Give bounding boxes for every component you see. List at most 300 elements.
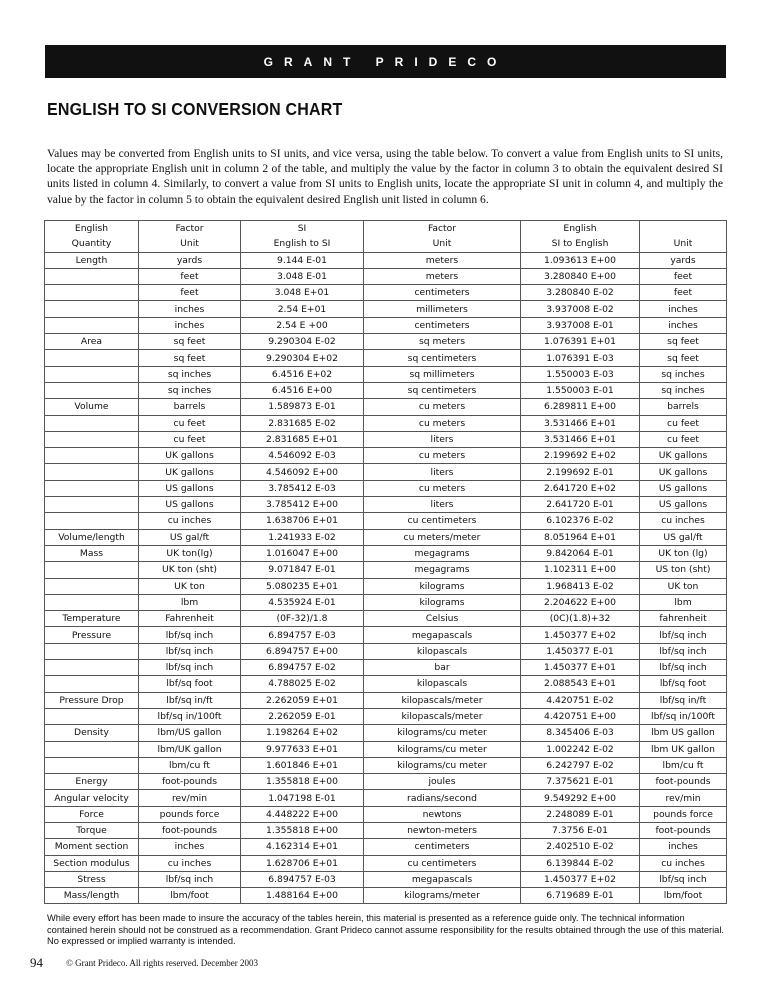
table-cell: Temperature [45,611,139,627]
table-cell: 2.641720 E-01 [521,497,640,513]
table-cell: 1.601846 E+01 [241,757,364,773]
table-cell: lbf/sq in/100ft [139,708,241,724]
table-cell: (0F-32)/1.8 [241,611,364,627]
table-cell: 9.842064 E-01 [521,545,640,561]
table-cell: foot-pounds [640,774,727,790]
table-cell: 2.831685 E+01 [241,431,364,447]
table-cell: 1.450377 E+02 [521,871,640,887]
table-row [45,806,727,822]
table-cell: UK gallons [139,448,241,464]
table-row [45,317,727,333]
table-cell: foot-pounds [640,822,727,838]
table-row [45,643,727,659]
table-cell: 2.54 E+01 [241,301,364,317]
table-cell: lbm/US gallon [139,725,241,741]
table-cell: lbf/sq inch [640,643,727,659]
table-row [45,301,727,317]
table-cell: 6.894757 E+00 [241,643,364,659]
table-cell: liters [364,431,521,447]
table-cell: Volume/length [45,529,139,545]
column-header: Factor [364,221,521,237]
table-cell: sq inches [139,382,241,398]
table-row [45,350,727,366]
table-cell [45,317,139,333]
page-number: 94 [30,955,43,970]
table-cell: kilograms/meter [364,888,521,904]
table-cell: 7.3756 E-01 [521,822,640,838]
table-row [45,855,727,871]
table-row [45,513,727,529]
table-cell: cu centimeters [364,513,521,529]
table-cell: pounds force [139,806,241,822]
table-row [45,366,727,382]
table-cell: centimeters [364,839,521,855]
table-cell: Celsius [364,611,521,627]
table-cell: fahrenheit [640,611,727,627]
table-row [45,562,727,578]
table-cell: lbf/sq foot [640,676,727,692]
copyright-notice: © Grant Prideco. All rights reserved. December 2003 [66,958,259,968]
table-cell: lbm/foot [640,888,727,904]
table-cell: sq feet [139,350,241,366]
table-cell: kilopascals [364,643,521,659]
table-cell [45,431,139,447]
table-cell: 1.047198 E-01 [241,790,364,806]
table-cell: US gallons [139,497,241,513]
table-cell: UK gallons [139,464,241,480]
column-header: Factor [139,221,241,237]
table-cell: feet [139,285,241,301]
table-cell: lbf/sq inch [640,660,727,676]
table-cell: cu inches [640,513,727,529]
table-row [45,741,727,757]
table-cell [45,643,139,659]
table-cell: 2.54 E +00 [241,317,364,333]
table-cell: 2.831685 E-02 [241,415,364,431]
table-cell: kilograms [364,594,521,610]
table-cell: kilograms [364,578,521,594]
table-cell: 4.162314 E+01 [241,839,364,855]
column-header: SI to English [521,236,640,252]
table-cell: (0C)(1.8)+32 [521,611,640,627]
table-cell: US gallons [640,497,727,513]
table-row [45,529,727,545]
table-row [45,627,727,643]
table-cell: Fahrenheit [139,611,241,627]
table-cell: sq centimeters [364,382,521,398]
table-cell: foot-pounds [139,822,241,838]
table-cell: 1.241933 E-02 [241,529,364,545]
table-cell: inches [139,301,241,317]
table-row [45,415,727,431]
table-cell [45,464,139,480]
table-cell: 9.290304 E-02 [241,334,364,350]
column-header: Unit [640,236,727,252]
table-cell [45,366,139,382]
table-cell: lbm US gallon [640,725,727,741]
table-cell: kilograms/cu meter [364,741,521,757]
table-cell: 6.894757 E-03 [241,627,364,643]
table-cell: lbm/cu ft [640,757,727,773]
table-cell: sq feet [640,334,727,350]
column-header: SI [241,221,364,237]
table-cell: joules [364,774,521,790]
table-cell: 2.199692 E+02 [521,448,640,464]
table-cell [45,382,139,398]
table-cell: 6.139844 E-02 [521,855,640,871]
table-cell: sq inches [139,366,241,382]
table-cell [45,350,139,366]
table-cell: 4.546092 E-03 [241,448,364,464]
page-title: ENGLISH TO SI CONVERSION CHART [47,101,343,120]
table-cell: 1.076391 E-03 [521,350,640,366]
table-cell: 1.450377 E-01 [521,643,640,659]
column-header: English to SI [241,236,364,252]
table-cell: cu inches [640,855,727,871]
table-cell: liters [364,497,521,513]
table-cell: newton-meters [364,822,521,838]
table-cell: sq feet [640,350,727,366]
table-cell: 1.076391 E+01 [521,334,640,350]
column-header: Unit [364,236,521,252]
table-cell: 3.280840 E-02 [521,285,640,301]
column-header: Unit [139,236,241,252]
table-row [45,252,727,268]
table-cell: sq millimeters [364,366,521,382]
table-row [45,594,727,610]
column-header: English [45,221,139,237]
table-cell: cu meters [364,399,521,415]
table-cell: meters [364,268,521,284]
table-cell: newtons [364,806,521,822]
table-cell: Density [45,725,139,741]
table-cell: yards [139,252,241,268]
table-cell: 3.048 E-01 [241,268,364,284]
table-cell: sq inches [640,366,727,382]
table-cell [45,301,139,317]
table-cell: 4.448222 E+00 [241,806,364,822]
table-cell: lbm [640,594,727,610]
column-header: Quantity [45,236,139,252]
table-cell [45,660,139,676]
table-row [45,399,727,415]
table-cell: sq meters [364,334,521,350]
table-cell: Moment section [45,839,139,855]
table-cell: 1.968413 E-02 [521,578,640,594]
table-cell: 6.102376 E-02 [521,513,640,529]
table-cell: 3.048 E+01 [241,285,364,301]
table-row [45,790,727,806]
table-cell: 3.785412 E-03 [241,480,364,496]
table-cell: 9.549292 E+00 [521,790,640,806]
table-row [45,431,727,447]
table-cell: 1.016047 E+00 [241,545,364,561]
table-cell: 4.420751 E+00 [521,708,640,724]
table-cell: 1.093613 E+00 [521,252,640,268]
table-row [45,888,727,904]
table-cell: Energy [45,774,139,790]
table-cell: US ton (sht) [640,562,727,578]
table-cell: UK ton [139,578,241,594]
table-cell: 6.894757 E-02 [241,660,364,676]
table-row [45,676,727,692]
table-cell: 2.248089 E-01 [521,806,640,822]
table-cell: 5.080235 E+01 [241,578,364,594]
table-cell [45,676,139,692]
table-row [45,757,727,773]
table-cell: Force [45,806,139,822]
table-cell: UK ton (lg) [640,545,727,561]
table-cell: 9.144 E-01 [241,252,364,268]
table-cell: 1.550003 E-03 [521,366,640,382]
table-cell: lbm/cu ft [139,757,241,773]
table-cell: 1.002242 E-02 [521,741,640,757]
table-cell: 6.719689 E-01 [521,888,640,904]
table-cell [45,268,139,284]
table-cell: lbf/sq inch [139,643,241,659]
table-cell: cu centimeters [364,855,521,871]
table-cell [45,285,139,301]
table-cell: 1.102311 E+00 [521,562,640,578]
table-cell: 8.051964 E+01 [521,529,640,545]
table-cell: UK ton (sht) [139,562,241,578]
table-cell: 6.289811 E+00 [521,399,640,415]
table-cell: 8.345406 E-03 [521,725,640,741]
table-row [45,871,727,887]
table-cell: cu feet [640,431,727,447]
table-cell: lbf/sq inch [640,627,727,643]
table-row [45,774,727,790]
table-cell: inches [640,317,727,333]
table-cell: lbf/sq inch [139,660,241,676]
table-row [45,334,727,350]
table-cell: 1.550003 E-01 [521,382,640,398]
table-cell: Mass [45,545,139,561]
table-row [45,285,727,301]
table-cell: 1.589873 E-01 [241,399,364,415]
table-cell [45,741,139,757]
table-cell: Mass/length [45,888,139,904]
table-cell: kilograms/cu meter [364,725,521,741]
table-cell: UK gallons [640,448,727,464]
table-row [45,725,727,741]
table-cell: cu inches [139,855,241,871]
table-cell: liters [364,464,521,480]
table-cell: 9.977633 E+01 [241,741,364,757]
table-cell: 2.262059 E+01 [241,692,364,708]
table-cell: 4.535924 E-01 [241,594,364,610]
table-row [45,448,727,464]
table-cell: 6.242797 E-02 [521,757,640,773]
table-cell: 2.641720 E+02 [521,480,640,496]
table-cell: 3.531466 E+01 [521,415,640,431]
table-cell: millimeters [364,301,521,317]
table-cell: Angular velocity [45,790,139,806]
table-cell: lbf/sq in/ft [139,692,241,708]
table-cell: meters [364,252,521,268]
table-cell: Pressure Drop [45,692,139,708]
table-row [45,480,727,496]
table-row [45,822,727,838]
table-cell: 3.785412 E+00 [241,497,364,513]
table-cell: Pressure [45,627,139,643]
table-cell [45,708,139,724]
table-cell: 9.290304 E+02 [241,350,364,366]
table-row [45,464,727,480]
table-cell: rev/min [640,790,727,806]
table-cell: 1.638706 E+01 [241,513,364,529]
table-cell: sq feet [139,334,241,350]
table-cell: 2.204622 E+00 [521,594,640,610]
table-cell: lbf/sq inch [139,871,241,887]
table-cell: 2.088543 E+01 [521,676,640,692]
table-row [45,545,727,561]
table-cell: Volume [45,399,139,415]
table-cell: inches [640,301,727,317]
table-cell: sq centimeters [364,350,521,366]
table-cell: 1.450377 E+02 [521,627,640,643]
table-cell [45,513,139,529]
table-cell: megapascals [364,871,521,887]
table-cell: lbf/sq inch [139,627,241,643]
table-row [45,611,727,627]
table-cell: lbf/sq in/100ft [640,708,727,724]
table-cell: feet [139,268,241,284]
table-cell: 1.355818 E+00 [241,822,364,838]
table-cell: feet [640,268,727,284]
table-cell: 2.199692 E-01 [521,464,640,480]
table-cell: 4.788025 E-02 [241,676,364,692]
table-cell: cu meters [364,415,521,431]
conversion-table [44,220,727,904]
table-header-row [45,221,727,237]
table-cell: kilopascals/meter [364,692,521,708]
table-cell: inches [139,317,241,333]
table-cell: 4.420751 E-02 [521,692,640,708]
table-cell: US gallons [640,480,727,496]
table-cell: kilopascals/meter [364,708,521,724]
table-row [45,708,727,724]
table-cell: Stress [45,871,139,887]
table-cell: megagrams [364,562,521,578]
table-cell: UK ton(lg) [139,545,241,561]
table-row [45,382,727,398]
table-cell: 2.262059 E-01 [241,708,364,724]
intro-paragraph: Values may be converted from English units to SI units, and vice versa, using the table below. To convert a value from English units to SI units, locate the appropriate English unit in column 2 of the table, and multiply the value by the factor in column 3 to obtain the equivalent desired SI units listed in column 4. Similarly, to convert a value from SI units to English units, locate the appropriate SI unit in column 4, and multiply the value by the factor in column 5 to obtain the equivalent desired English unit listed in column 6. [47,147,723,206]
table-cell: 6.4516 E+02 [241,366,364,382]
table-cell: 1.198264 E+02 [241,725,364,741]
table-header-row [45,236,727,252]
table-cell: 3.531466 E+01 [521,431,640,447]
table-cell: centimeters [364,317,521,333]
table-cell: US gal/ft [139,529,241,545]
table-cell: 1.628706 E+01 [241,855,364,871]
table-cell: 6.894757 E-03 [241,871,364,887]
table-cell: 3.937008 E-02 [521,301,640,317]
table-cell: 3.937008 E-01 [521,317,640,333]
table-row [45,578,727,594]
table-cell [45,562,139,578]
table-cell [45,757,139,773]
table-row [45,660,727,676]
table-cell: rev/min [139,790,241,806]
table-cell: kilograms/cu meter [364,757,521,773]
table-cell: feet [640,285,727,301]
table-cell: 9.071847 E-01 [241,562,364,578]
table-cell: UK ton [640,578,727,594]
table-cell: barrels [139,399,241,415]
table-cell: Section modulus [45,855,139,871]
table-cell: 6.4516 E+00 [241,382,364,398]
table-cell: UK gallons [640,464,727,480]
table-cell: megagrams [364,545,521,561]
header-banner: GRANT PRIDECO [45,45,726,78]
table-cell [45,448,139,464]
table-cell: US gal/ft [640,529,727,545]
table-cell: lbm UK gallon [640,741,727,757]
table-cell: cu meters [364,448,521,464]
table-cell: lbm/foot [139,888,241,904]
table-cell: 1.355818 E+00 [241,774,364,790]
column-header: English [521,221,640,237]
table-cell: US gallons [139,480,241,496]
table-row [45,268,727,284]
table-row [45,839,727,855]
table-cell [45,578,139,594]
table-cell: lbm [139,594,241,610]
table-cell: megapascals [364,627,521,643]
table-row [45,692,727,708]
table-cell [45,415,139,431]
table-cell: cu feet [139,431,241,447]
table-cell: bar [364,660,521,676]
table-row [45,497,727,513]
table-cell: Area [45,334,139,350]
table-cell: kilopascals [364,676,521,692]
table-cell: lbf/sq foot [139,676,241,692]
table-cell: 7.375621 E-01 [521,774,640,790]
table-cell: barrels [640,399,727,415]
table-cell: foot-pounds [139,774,241,790]
table-cell [45,480,139,496]
table-cell: inches [139,839,241,855]
table-cell: cu feet [640,415,727,431]
table-cell: lbf/sq in/ft [640,692,727,708]
table-cell: 4.546092 E+00 [241,464,364,480]
table-cell: lbf/sq inch [640,871,727,887]
table-cell: cu inches [139,513,241,529]
table-body [45,252,727,904]
column-header [640,221,727,237]
table-cell: cu meters/meter [364,529,521,545]
table-cell: radians/second [364,790,521,806]
table-cell: Torque [45,822,139,838]
table-cell: lbm/UK gallon [139,741,241,757]
table-cell: yards [640,252,727,268]
table-cell: centimeters [364,285,521,301]
table-cell [45,497,139,513]
table-cell: 1.488164 E+00 [241,888,364,904]
table-cell: sq inches [640,382,727,398]
table-cell [45,594,139,610]
table-cell: cu feet [139,415,241,431]
table-cell: 1.450377 E+01 [521,660,640,676]
table-cell: Length [45,252,139,268]
disclaimer-footnote: While every effort has been made to insure the accuracy of the tables herein, this material is presented as a reference guide only. The technical information contained herein should not be construed as a recommendation. Grant Prideco cannot assume responsibility for the results obtained through the use of this material. No expressed or implied warranty is intended. [47,913,724,947]
table-cell: inches [640,839,727,855]
table-cell: pounds force [640,806,727,822]
table-cell: 2.402510 E-02 [521,839,640,855]
